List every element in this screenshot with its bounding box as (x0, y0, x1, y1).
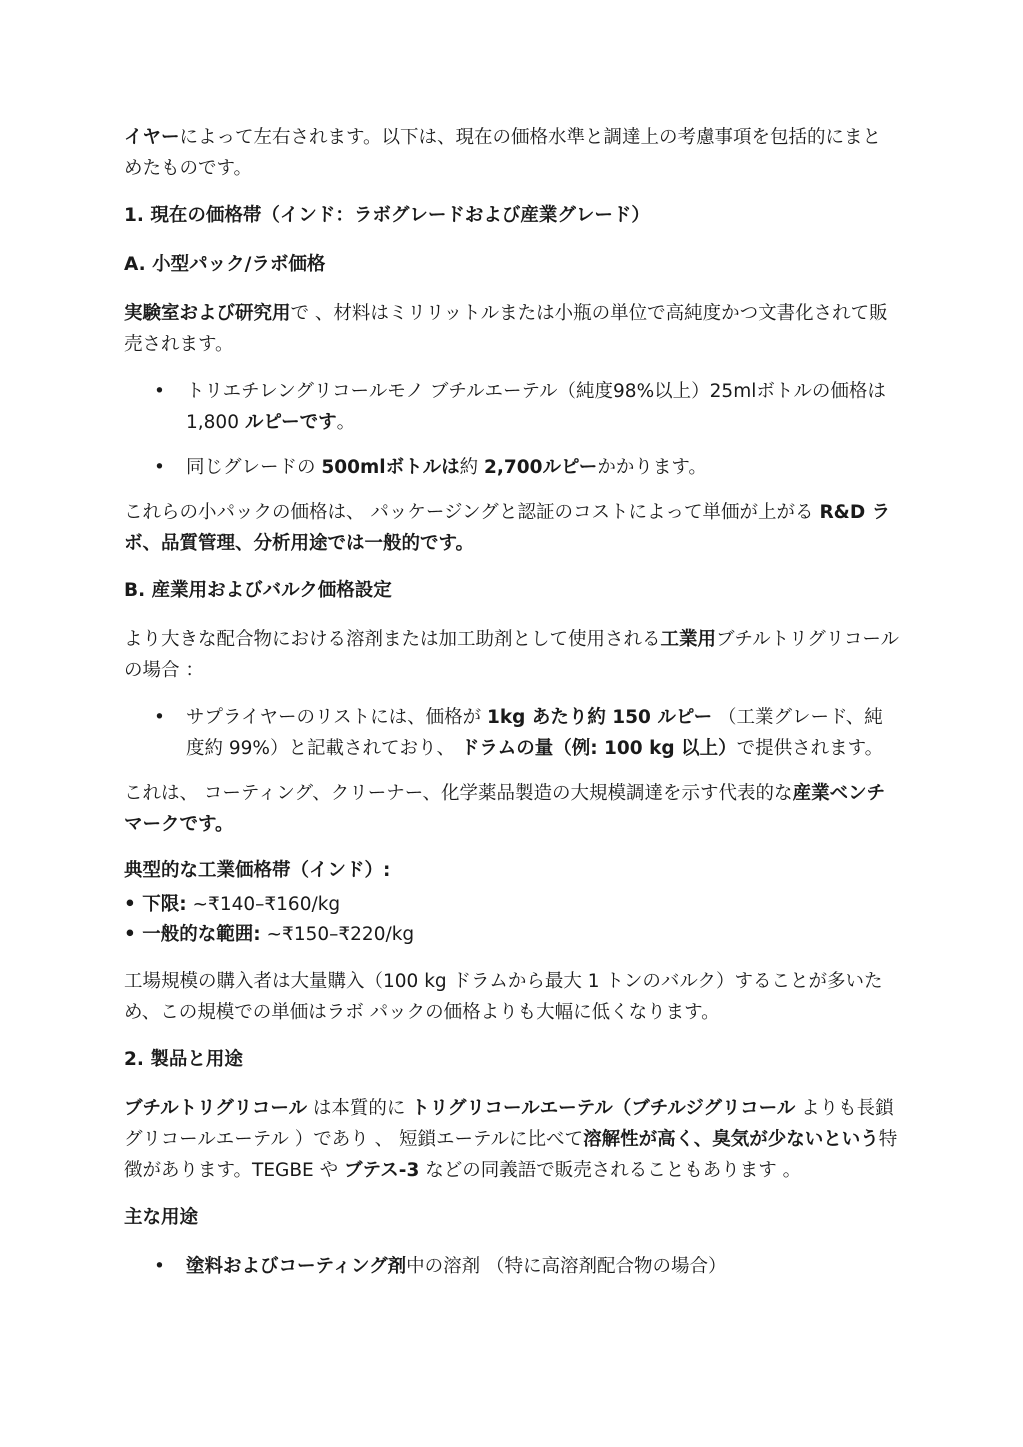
section-a-paragraph: 実験室および研究用で 、材料はミリリットルまたは小瓶の単位で高純度かつ文書化されて販売されます。 (124, 303, 888, 355)
list-item: • 塗料およびコーティング剤中の溶剤 （特に高溶剤配合物の場合） (124, 1251, 899, 1282)
section-a-summary: これらの小パックの価格は、 パッケージングと認証のコストによって単価が上がる R&D ラボ、品質管理、分析用途では一般的です。 (124, 502, 891, 554)
section-b-heading: B. 産業用およびバルク価格設定 (124, 580, 392, 601)
section-a-heading: A. 小型パック/ラボ価格 (124, 254, 326, 275)
price-common-line: • 一般的な範囲: ~₹150–₹220/kg (124, 924, 415, 945)
section-b-summary: これは、 コーティング、クリーナー、化学薬品製造の大規模調達を示す代表的な産業ベンチマークです。 (124, 783, 886, 835)
main-uses-heading: 主な用途 (124, 1207, 199, 1228)
uses-bullet-list (124, 1251, 899, 1282)
price-low-line: • 下限: ~₹140–₹160/kg (124, 894, 341, 915)
section-a-bullet-list (124, 376, 899, 483)
list-item: • トリエチレングリコールモノ ブチルエーテル（純度98%以上）25mlボトルの価格は 1,800 ルピーです。 (124, 376, 899, 438)
document-page (124, 122, 899, 1296)
section-2-heading: 2. 製品と用途 (124, 1049, 243, 1070)
section-1-heading: 1. 現在の価格帯（インド：ラボグレードおよび産業グレード） (124, 205, 650, 226)
list-item: • 同じグレードの 500mlボトルは約 2,700ルピーかかります。 (124, 452, 899, 483)
typical-price-heading: 典型的な工業価格帯（インド）: (124, 860, 391, 881)
section-b-bullet-list (124, 702, 899, 764)
factory-scale-paragraph: 工場規模の購入者は大量購入（100 kg ドラムから最大 1 トンのバルク）することが多いため、この規模での単価はラボ パックの価格よりも大幅に低くなります。 (124, 971, 883, 1023)
list-item: • サプライヤーのリストには、価格が 1kg あたり約 150 ルピー （工業グレード、純度約 99%）と記載されており、 ドラムの量（例: 100 kg 以上）で提供されます。 (124, 702, 899, 764)
intro-paragraph: イヤーによって左右されます。以下は、現在の価格水準と調達上の考慮事項を包括的にまとめたものです。 (124, 127, 882, 179)
section-2-paragraph: ブチルトリグリコール は本質的に トリグリコールエーテル（ブチルジグリコール よりも長鎖グリコールエーテル ）であり 、 短鎖エーテルに比べて溶解性が高く、臭気が少ないという特徴があります。TEGBE や ブテス-3 などの同義語で販売されることもあります 。 (124, 1098, 898, 1181)
section-b-paragraph: より大きな配合物における溶剤または加工助剤として使用される工業用ブチルトリグリコールの場合 ： (124, 629, 899, 681)
